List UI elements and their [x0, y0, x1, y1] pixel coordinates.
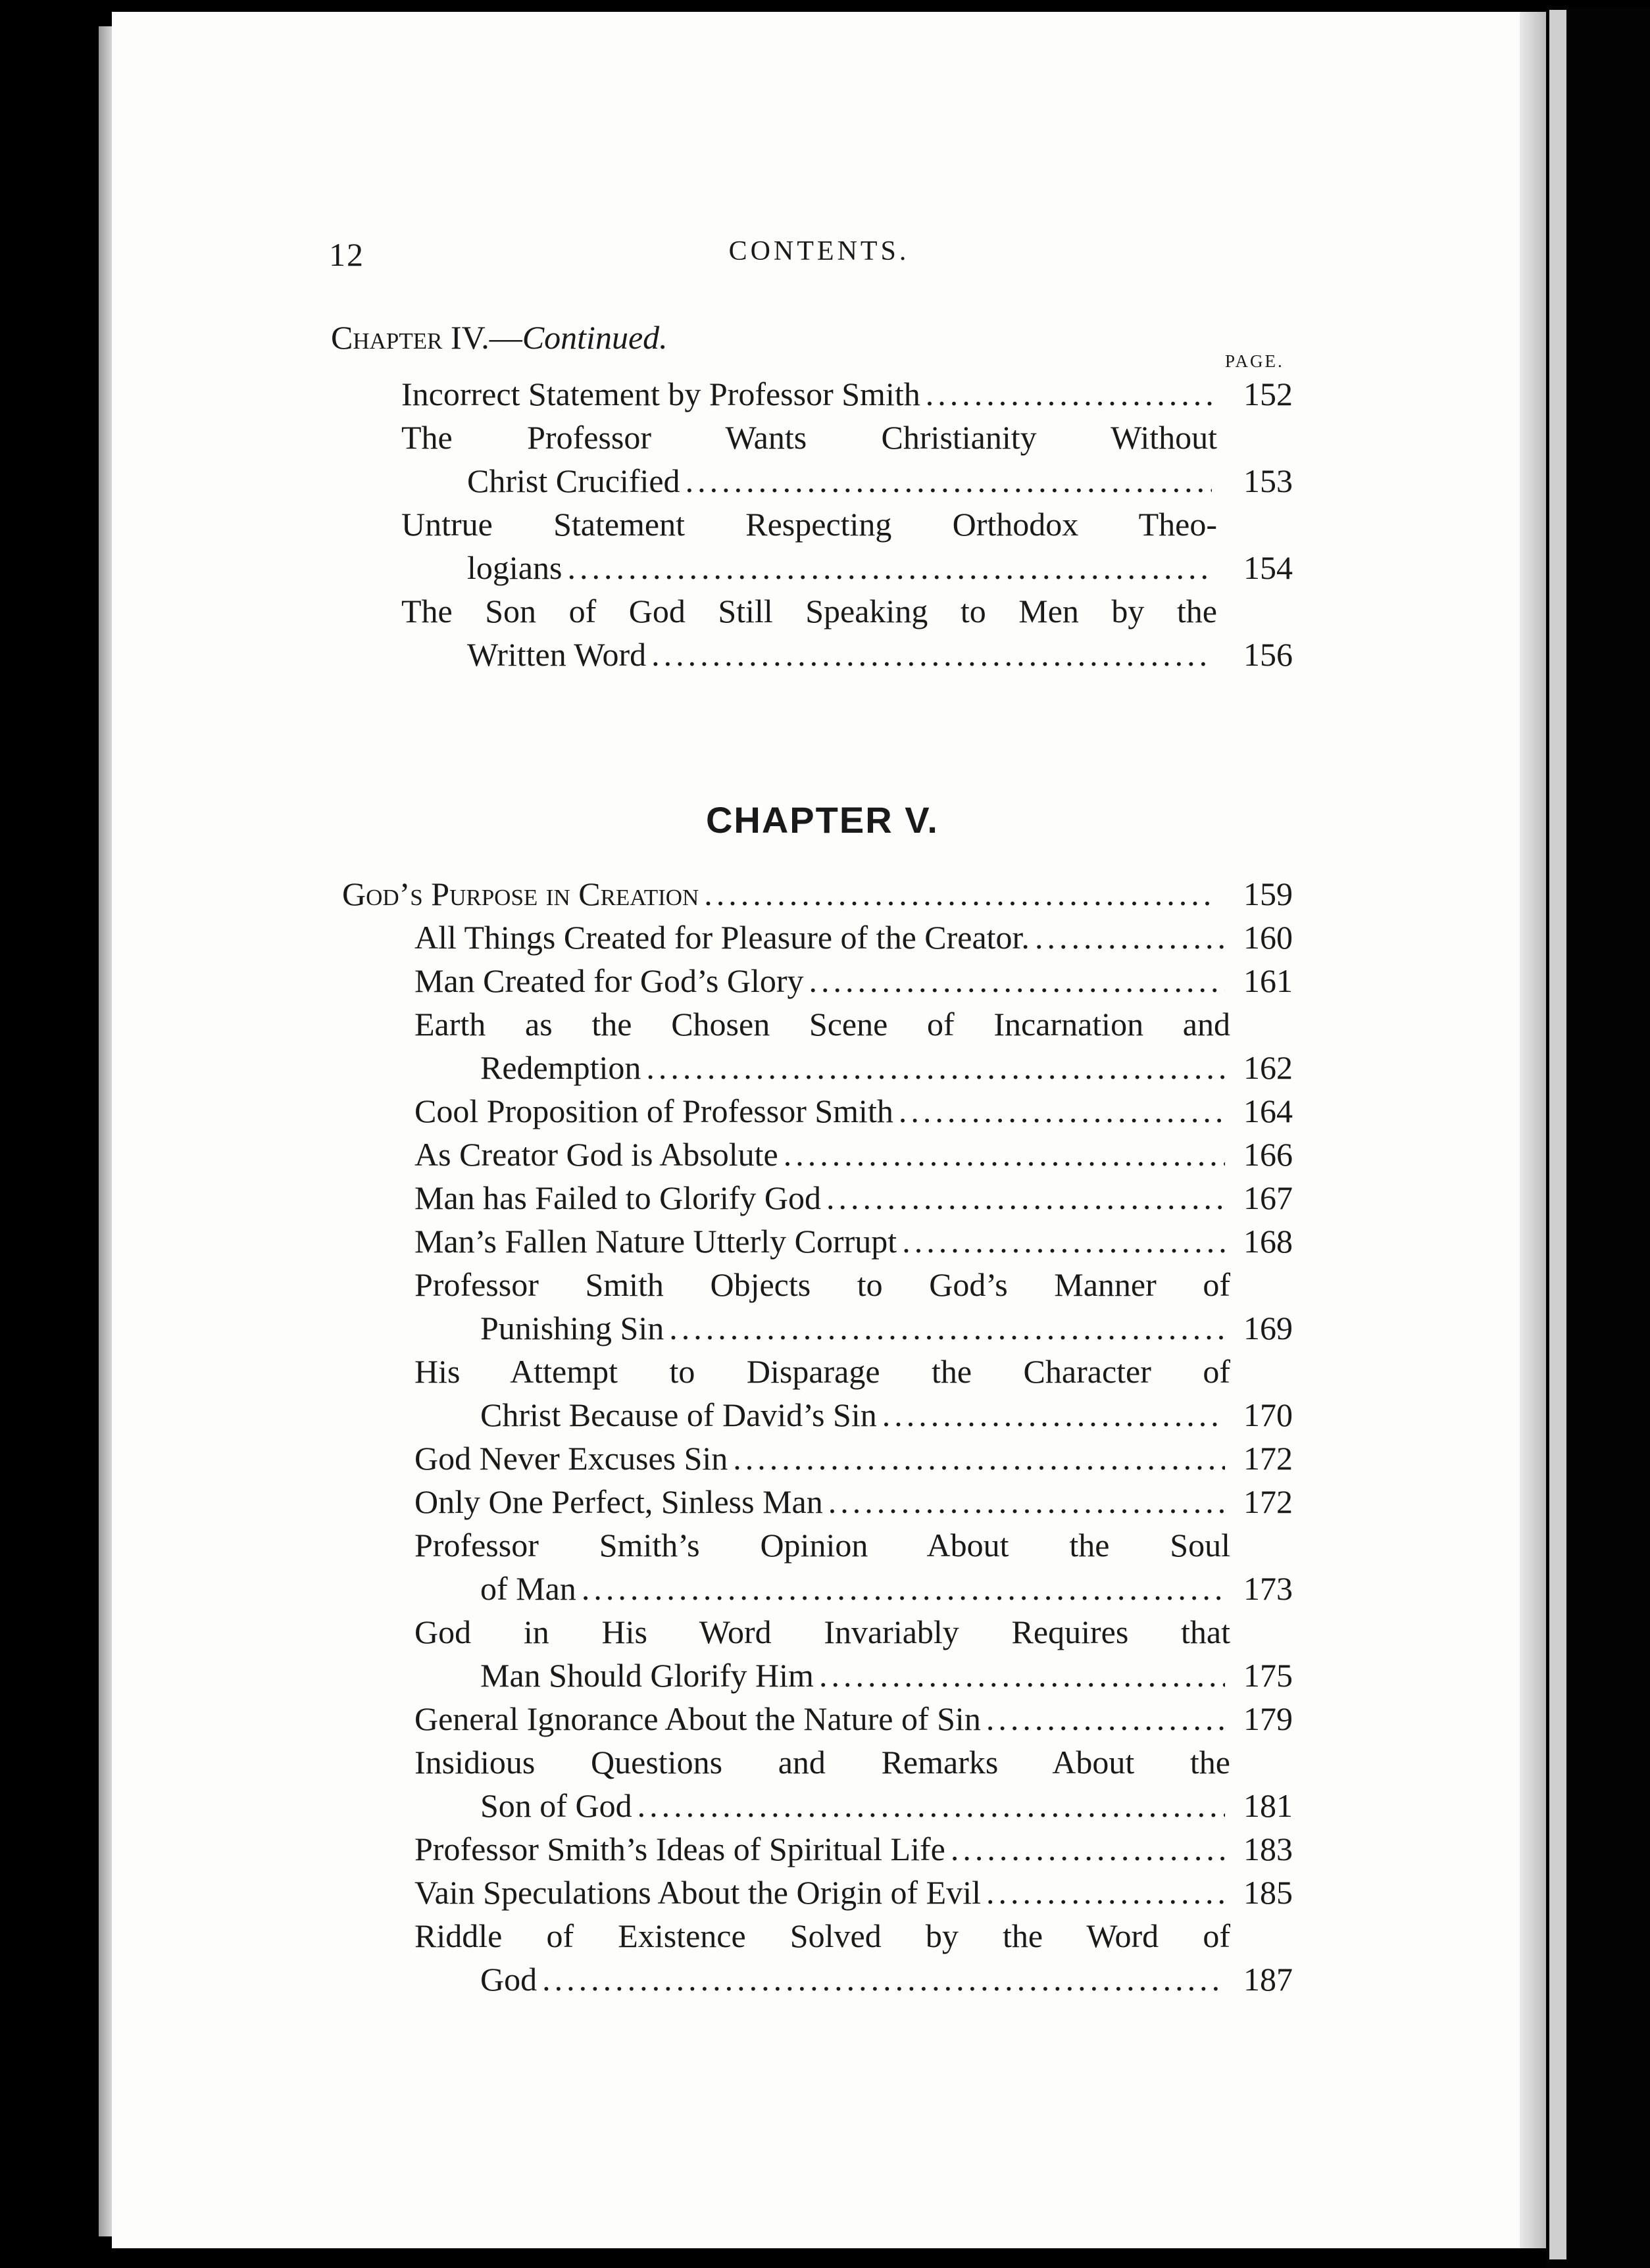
toc-entry-title: Incorrect Statement by Professor Smith: [401, 376, 920, 412]
toc-entry: [414, 1914, 1230, 2001]
chapter-numeral: IV.—: [450, 319, 522, 356]
toc-entry: [414, 1133, 1230, 1176]
leader-dots: [582, 1567, 1225, 1610]
toc-entry: [414, 1740, 1230, 1827]
toc-page-number: 159: [1243, 875, 1293, 912]
toc-page-number: 185: [1243, 1874, 1293, 1911]
toc-page-number: 173: [1243, 1570, 1293, 1607]
toc-entry-title: Son of God: [480, 1787, 632, 1824]
toc-entry: [414, 1610, 1230, 1697]
toc-entry-title: Riddle of Existence Solved by the Word of: [414, 1917, 1230, 1954]
page-number: 12: [329, 236, 364, 273]
leader-dots: [951, 1827, 1225, 1871]
toc-entry-title: Man Should Glorify Him: [480, 1657, 814, 1694]
toc-page-number: 169: [1243, 1310, 1293, 1346]
toc-entry: [414, 1220, 1230, 1263]
leader-dots: [704, 872, 1212, 916]
toc-entry-title: Christ Crucified: [467, 462, 680, 499]
toc-page-number: 175: [1243, 1657, 1293, 1694]
toc-entry-title: Untrue Statement Respecting Orthodox Theo-: [401, 506, 1217, 543]
toc-entry: [401, 589, 1217, 676]
toc-entry-title: Written Word: [467, 636, 647, 673]
toc-entry-title: Professor Smith’s Ideas of Spiritual Life: [414, 1831, 945, 1867]
toc-entry: [414, 1437, 1230, 1480]
toc-page-number: 166: [1243, 1136, 1293, 1173]
toc-page-number: 164: [1243, 1093, 1293, 1129]
toc-entry-title: of Man: [480, 1570, 576, 1607]
leader-dots: [819, 1654, 1225, 1697]
page-header: [329, 235, 1309, 282]
toc-entry-title: God Never Excuses Sin: [414, 1440, 728, 1477]
toc-entry-title: God’s Purpose in Creation: [342, 875, 699, 912]
leader-dots: [809, 959, 1225, 1002]
toc-entry-title: God in His Word Invariably Requires that: [414, 1614, 1230, 1650]
leader-dots: [542, 1958, 1225, 2001]
toc-page-number: 154: [1243, 549, 1293, 586]
chapter-iv-continued-heading: [331, 318, 668, 357]
leader-dots: [567, 546, 1212, 589]
chapter-v-title: CHAPTER V.: [705, 799, 939, 841]
toc-entry: [414, 1523, 1230, 1610]
continued-label: Continued.: [522, 319, 668, 356]
toc-entry-title: Punishing Sin: [480, 1310, 664, 1346]
toc-entry-title: Vain Speculations About the Origin of Evil: [414, 1874, 982, 1911]
page-edge: [99, 26, 113, 2236]
toc-entry-title: The Professor Wants Christianity Without: [401, 419, 1217, 456]
toc-page-number: 187: [1243, 1961, 1293, 1998]
leader-dots: [1035, 916, 1225, 959]
toc-entry-title: His Attempt to Disparage the Character of: [414, 1353, 1230, 1390]
leader-dots: [882, 1393, 1225, 1437]
toc-page-number: 181: [1243, 1787, 1293, 1824]
leader-dots: [899, 1089, 1225, 1133]
chapter-label: Chapter: [331, 319, 443, 356]
page-column-label: PAGE.: [1225, 351, 1284, 371]
toc-entry: [401, 503, 1217, 589]
leader-dots: [828, 1480, 1225, 1523]
toc-entry-title: Man Created for God’s Glory: [414, 962, 804, 999]
leader-dots: [986, 1697, 1225, 1740]
toc-entry-title: Professor Smith Objects to God’s Manner of: [414, 1266, 1230, 1303]
toc-entry-title: All Things Created for Pleasure of the Creator.: [414, 919, 1030, 956]
toc-page-number: 161: [1243, 962, 1293, 999]
toc-entry-title: The Son of God Still Speaking to Men by the: [401, 593, 1217, 629]
toc-page-number: 183: [1243, 1831, 1293, 1867]
toc-entry: [401, 372, 1217, 416]
toc-entry-title: Earth as the Chosen Scene of Incarnation and: [414, 1006, 1230, 1043]
toc-entry-title: Cool Proposition of Professor Smith: [414, 1093, 893, 1129]
toc-entry-title: logians: [467, 549, 562, 586]
right-gutter: [1520, 12, 1546, 2248]
toc-entry-title: Redemption: [480, 1049, 641, 1086]
toc-entry: [414, 1089, 1230, 1133]
toc-entry-title: Only One Perfect, Sinless Man: [414, 1483, 823, 1520]
toc-page-number: 172: [1243, 1483, 1293, 1520]
running-head: CONTENTS.: [728, 236, 910, 266]
toc-entry-title: God: [480, 1961, 538, 1998]
toc-page-number: 162: [1243, 1049, 1293, 1086]
toc-page-number: 152: [1243, 376, 1293, 412]
toc-entry: [414, 1263, 1230, 1350]
toc-entry-title: General Ignorance About the Nature of Sin: [414, 1700, 981, 1737]
leader-dots: [669, 1306, 1225, 1350]
toc-page-number: 153: [1243, 462, 1293, 499]
leader-dots: [733, 1437, 1225, 1480]
toc-entry-title: Professor Smith’s Opinion About the Soul: [414, 1527, 1230, 1564]
toc-page-number: 170: [1243, 1396, 1293, 1433]
toc-entry: [414, 1002, 1230, 1089]
toc-entry: [401, 416, 1217, 503]
toc-entry: [414, 1350, 1230, 1437]
toc-entry: [414, 1871, 1230, 1914]
toc-page-number: 168: [1243, 1223, 1293, 1260]
toc-entry-title: Insidious Questions and Remarks About the: [414, 1744, 1230, 1781]
toc-entry: [414, 1827, 1230, 1871]
toc-entry-title: Man has Failed to Glorify God: [414, 1179, 821, 1216]
leader-dots: [686, 459, 1212, 503]
leader-dots: [826, 1176, 1225, 1220]
facing-page-stripe: [1549, 10, 1566, 2259]
toc-entry: [342, 872, 1217, 916]
leader-dots: [986, 1871, 1225, 1914]
leader-dots: [651, 633, 1212, 676]
leader-dots: [638, 1784, 1225, 1827]
toc-page-number: 172: [1243, 1440, 1293, 1477]
toc-page-number: 179: [1243, 1700, 1293, 1737]
toc-page-number: 167: [1243, 1179, 1293, 1216]
toc-page-number: 160: [1243, 919, 1293, 956]
toc-entry: [414, 1480, 1230, 1523]
leader-dots: [646, 1046, 1225, 1089]
toc-entry: [414, 959, 1230, 1002]
toc-page-number: 156: [1243, 636, 1293, 673]
toc-entry-title: As Creator God is Absolute: [414, 1136, 778, 1173]
toc-entry: [414, 1176, 1230, 1220]
toc-entry-title: Christ Because of David’s Sin: [480, 1396, 877, 1433]
leader-dots: [926, 372, 1212, 416]
leader-dots: [902, 1220, 1225, 1263]
toc-entry: [414, 916, 1230, 959]
toc-entry-title: Man’s Fallen Nature Utterly Corrupt: [414, 1223, 897, 1260]
leader-dots: [784, 1133, 1225, 1176]
toc-entry: [414, 1697, 1230, 1740]
